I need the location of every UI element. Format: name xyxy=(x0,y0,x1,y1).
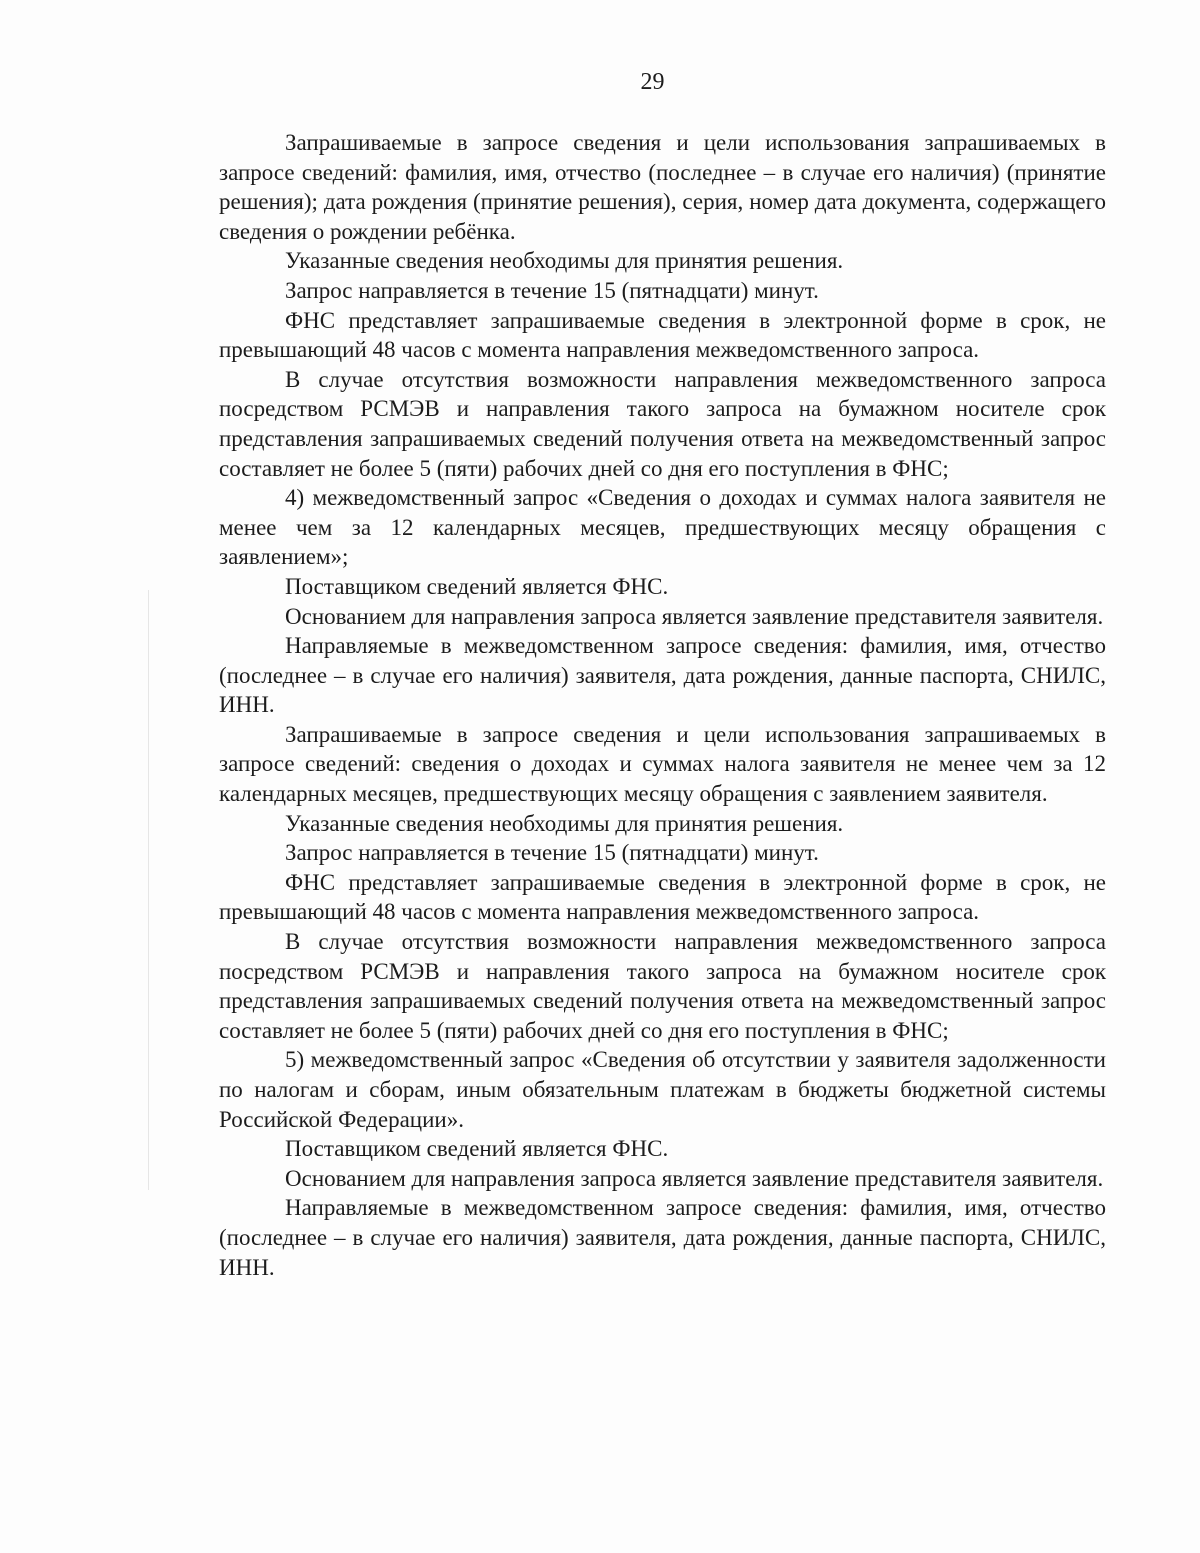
paragraph: Указанные сведения необходимы для принятия решения. xyxy=(285,248,844,274)
paragraph: ФНС представляет запрашиваемые сведения в электронной форме в срок, не превышающий 48 часов с момента направления межведомственного запроса. xyxy=(219,307,1106,363)
paragraph: Поставщиком сведений является ФНС. xyxy=(285,1136,669,1162)
paragraph: Направляемые в межведомственном запросе сведения: фамилия, имя, отчество (последнее – в случае его наличия) заявителя, дата рождения, данные паспорта, СНИЛС, ИНН. xyxy=(219,1195,1106,1280)
paragraph: ФНС представляет запрашиваемые сведения в электронной форме в срок, не превышающий 48 часов с момента направления межведомственного запроса. xyxy=(219,869,1106,925)
paragraph: Указанные сведения необходимы для принятия решения. xyxy=(285,810,844,836)
paragraph-list-item-5: 5) межведомственный запрос «Сведения об отсутствии у заявителя задолженности по налогам и сборам, иным обязательным платежам в бюджеты бюджетной системы Российской Федерации». xyxy=(219,1047,1106,1132)
scan-edge-line xyxy=(148,590,149,1190)
paragraph: В случае отсутствия возможности направления межведомственного запроса посредством РСМЭВ и направления такого запроса на бумажном носителе срок представления запрашиваемых сведений получения ответа на межведомственный запрос составляет не более 5 (пяти) рабочих дней со дня его поступления в ФНС; xyxy=(219,929,1106,1043)
paragraph: Основанием для направления запроса является заявление представителя заявителя. xyxy=(285,603,1104,629)
paragraph: Запрос направляется в течение 15 (пятнадцати) минут. xyxy=(285,277,819,303)
paragraph: Поставщиком сведений является ФНС. xyxy=(285,573,669,599)
paragraph: Запрашиваемые в запросе сведения и цели использования запрашиваемых в запросе сведений: сведения о доходах и суммах налога заявителя не менее чем за 12 календарных месяцев, предшествующих месяцу обращения с заявлением заявителя. xyxy=(219,721,1106,807)
paragraph: Запрашиваемые в запросе сведения и цели использования запрашиваемых в запросе сведений: фамилия, имя, отчество (последнее – в случае его наличия) (принятие решения); дата рождения (принятие решения), серия, номер дата документа, содержащего сведения о рождении ребёнка. xyxy=(219,130,1106,244)
page-number: 29 xyxy=(640,69,665,95)
paragraph: В случае отсутствия возможности направления межведомственного запроса посредством РСМЭВ и направления такого запроса на бумажном носителе срок представления запрашиваемых сведений получения ответа на межведомственный запрос составляет не более 5 (пяти) рабочих дней со дня его поступления в ФНС; xyxy=(219,366,1106,481)
paragraph: Направляемые в межведомственном запросе сведения: фамилия, имя, отчество (последнее – в случае его наличия) заявителя, дата рождения, данные паспорта, СНИЛС, ИНН. xyxy=(219,633,1106,718)
document-body xyxy=(219,128,1106,1282)
paragraph-list-item-4: 4) межведомственный запрос «Сведения о доходах и суммах налога заявителя не менее чем за 12 календарных месяцев, предшествующих месяцу обращения с заявлением»; xyxy=(219,485,1106,570)
paragraph: Запрос направляется в течение 15 (пятнадцати) минут. xyxy=(285,840,819,866)
paragraph: Основанием для направления запроса является заявление представителя заявителя. xyxy=(285,1165,1104,1191)
